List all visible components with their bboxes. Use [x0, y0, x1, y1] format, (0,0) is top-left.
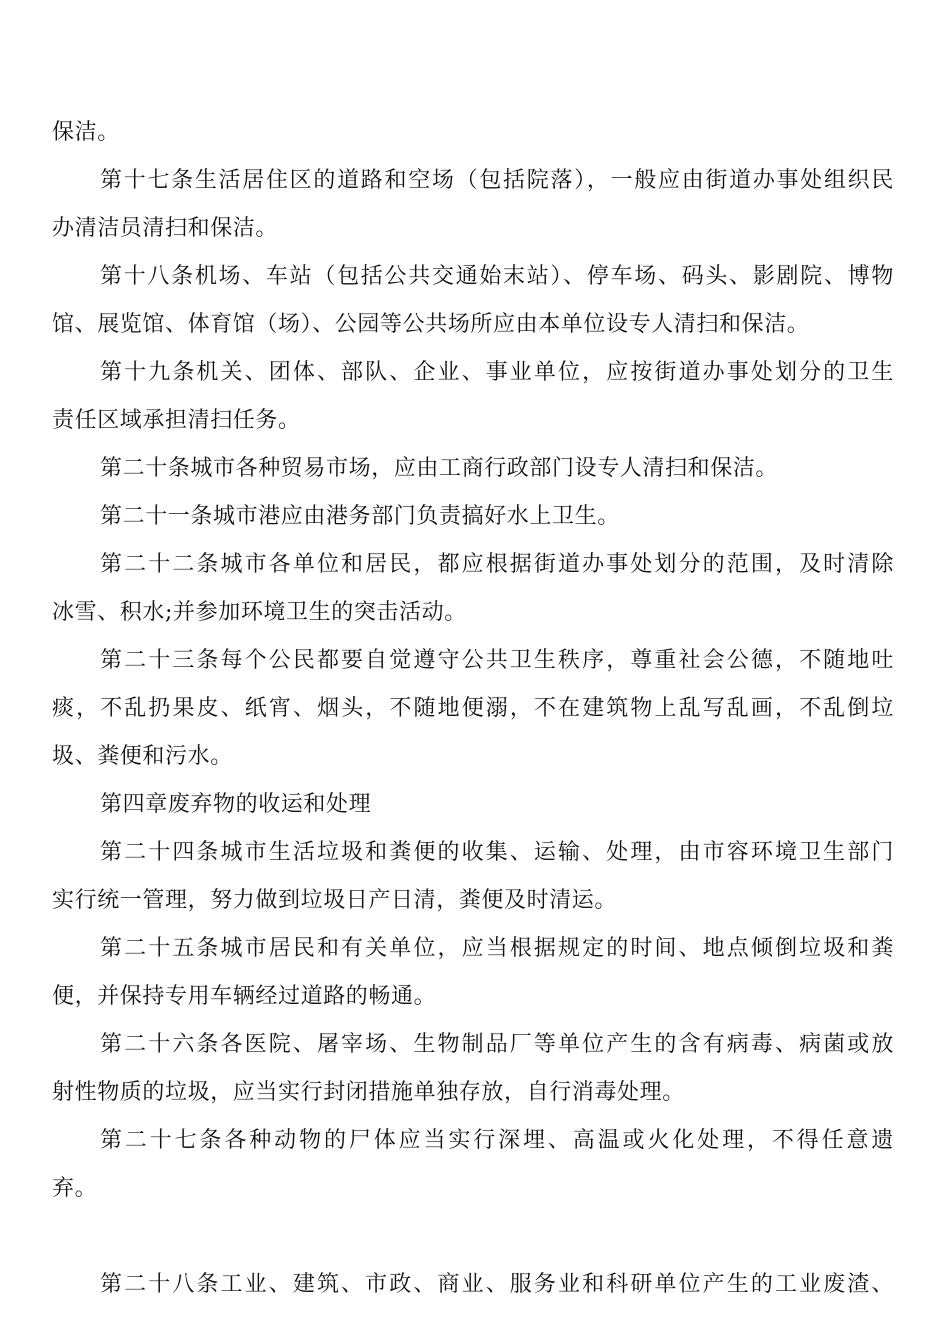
text-line: 责任区域承担清扫任务。 — [52, 408, 301, 433]
text-line: 第十九条机关、团体、部队、企业、事业单位，应按街道办事处划分的卫生 — [100, 360, 894, 385]
text-line: 实行统一管理，努力做到垃圾日产日清，粪便及时清运。 — [52, 888, 618, 913]
text-line: 第二十条城市各种贸易市场，应由工商行政部门设专人清扫和保洁。 — [100, 456, 779, 481]
text-line: 射性物质的垃圾，应当实行封闭措施单独存放，自行消毒处理。 — [52, 1080, 685, 1105]
text-line: 弃。 — [52, 1176, 98, 1201]
text-line: 圾、粪便和污水。 — [52, 744, 233, 769]
text-line: 办清洁员清扫和保洁。 — [52, 216, 279, 241]
text-line: 第二十四条城市生活垃圾和粪便的收集、运输、处理，由市容环境卫生部门 — [100, 840, 894, 865]
text-line: 馆、展览馆、体育馆（场）、公园等公共场所应由本单位设专人清扫和保洁。 — [52, 312, 810, 337]
chapter-heading: 第四章废弃物的收运和处理 — [100, 792, 372, 817]
text-line: 第二十五条城市居民和有关单位，应当根据规定的时间、地点倾倒垃圾和粪 — [100, 936, 894, 961]
text-line: 第十七条生活居住区的道路和空场（包括院落），一般应由街道办事处组织民 — [100, 168, 894, 193]
text-line: 痰，不乱扔果皮、纸宵、烟头，不随地便溺，不在建筑物上乱写乱画，不乱倒垃 — [52, 696, 894, 721]
text-line: 第二十二条城市各单位和居民，都应根据街道办事处划分的范围，及时清除 — [100, 552, 894, 577]
text-line: 第二十六条各医院、屠宰场、生物制品厂等单位产生的含有病毒、病菌或放 — [100, 1032, 894, 1057]
text-line: 第二十三条每个公民都要自觉遵守公共卫生秩序，尊重社会公德，不随地吐 — [100, 648, 894, 673]
text-line: 冰雪、积水;并参加环境卫生的突击活动。 — [52, 600, 467, 625]
text-line: 便，并保持专用车辆经过道路的畅通。 — [52, 984, 437, 1009]
text-line: 第二十一条城市港应由港务部门负责搞好水上卫生。 — [100, 504, 620, 529]
text-line: 第二十八条工业、建筑、市政、商业、服务业和科研单位产生的工业废渣、 — [100, 1272, 894, 1297]
text-line: 第十八条机场、车站（包括公共交通始末站）、停车场、码头、影剧院、博物 — [100, 264, 894, 289]
text-line: 第二十七条各种动物的尸体应当实行深埋、高温或火化处理，不得任意遗 — [100, 1128, 894, 1153]
text-line: 保洁。 — [52, 120, 120, 145]
